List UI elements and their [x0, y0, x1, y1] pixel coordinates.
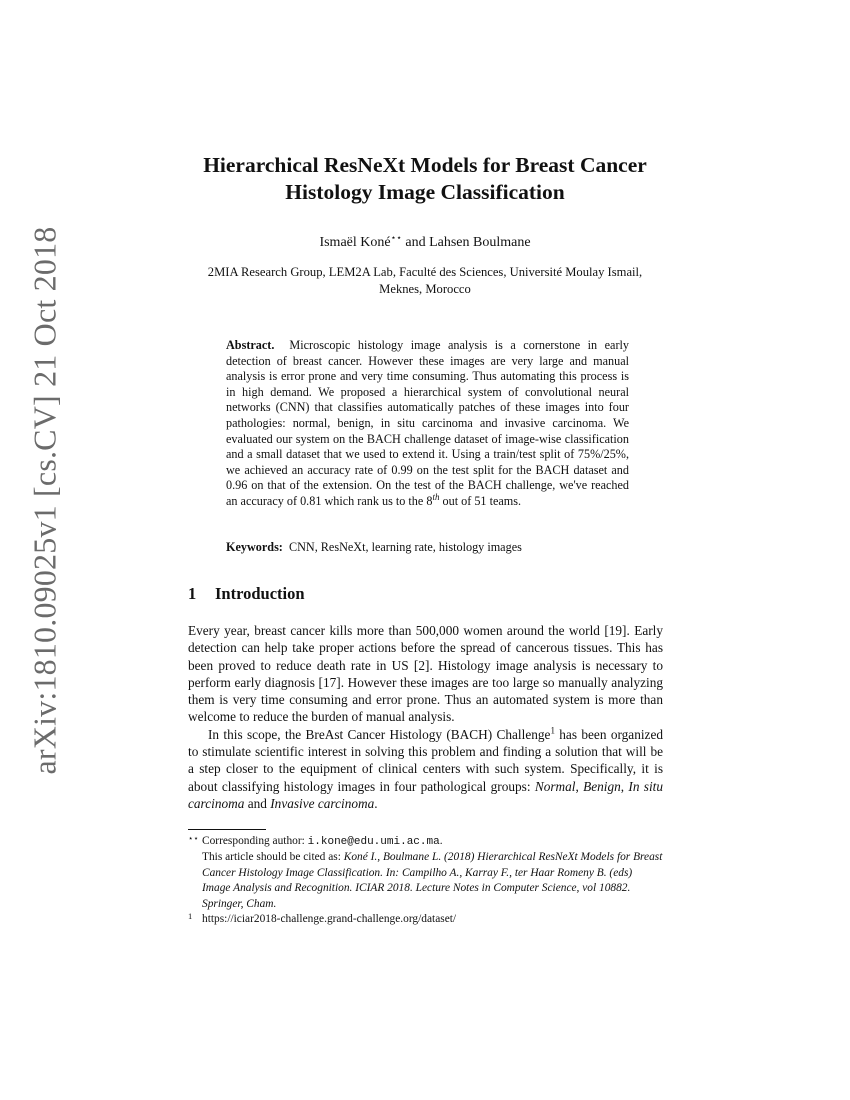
group-normal: Normal: [534, 778, 576, 794]
author-list-rest: and Lahsen Boulmane: [401, 235, 531, 250]
intro-paragraph-2: [188, 726, 663, 812]
keywords-text: CNN, ResNeXt, learning rate, histology images: [288, 540, 522, 554]
group-in-situ: In situ carcinoma: [188, 778, 663, 811]
title-line-2: Histology Image Classification: [285, 180, 565, 204]
affiliation-line-2: Meknes, Morocco: [379, 282, 471, 296]
corresponding-author-mark: ⋆⋆: [390, 232, 402, 243]
introduction-body: [188, 622, 663, 812]
footnote-dataset-url: [188, 912, 663, 927]
intro-paragraph-1: Every year, breast cancer kills more than 500,000 women around the world [19]. Early detection can help take proper actions before the spread of cancerous tissues. This has been proved to reduce death rate in US [2]. Histology image analysis is necessary to perform early diagnosis [17]. However these images are too large so manually analyzing them is very time consuming and error prone. Thus an automated system is more than welcome to reduce the burden of manual analysis.: [188, 623, 663, 725]
intro-p2-part-b: has been organized to stimulate scientific interest in solving this problem and finding a solution that will be a step closer to the equipment of clinical centers with such system. Specifically, it is about classifying histology images in four pathological groups:: [188, 726, 663, 794]
abstract-text: Microscopic histology image analysis is a cornerstone in early detection of breast cancer. However these images are very large and manual analysis is error prone and very time consuming. Thus automating this process is in high demand. We proposed a hierarchical system of convolutional neural networks (CNN) that classifies automatically patches of these images into four pathologies: normal, benign, in situ carcinoma and invasive carcinoma. We evaluated our system on the BACH challenge dataset of image-wise classification and a small dataset that we used to extend it. Using a train/test split of 75%/25%, we achieved an accuracy rate of 0.99 on the test split for the BACH dataset and 0.96 on that of the extension. On the test of the BACH challenge, we've reached an accuracy of 0.81 which rank us to the 8: [226, 338, 630, 508]
footnote-cite-prefix: This article should be cited as:: [202, 851, 344, 864]
arxiv-identifier-text: arXiv:1810.09025v1 [cs.CV] 21 Oct 2018: [26, 226, 63, 774]
footnote-rule: [188, 829, 266, 830]
dataset-url-link[interactable]: https://iciar2018-challenge.grand-challenge.org/dataset/: [202, 913, 457, 926]
footnote-citation: Koné I., Boulmane L. (2018) Hierarchical ResNeXt Models for Breast Cancer Histology Image Classification. In: Campilho A., Karray F., ter Haar Romeny B. (eds) Image Analysis and Recognition. ICIAR 2018. Lecture Notes in Computer Science, vol 10882. Springer, Cham.: [202, 851, 663, 910]
abstract-superscript: th: [432, 491, 440, 502]
affiliation: [170, 264, 680, 298]
footnote-ref-1: 1: [550, 725, 555, 736]
intro-p2-part-a: In this scope, the BreAst Cancer Histology (BACH) Challenge: [208, 726, 551, 742]
author-name-1: Ismaël Koné: [319, 235, 391, 250]
footnotes: [188, 834, 663, 927]
section-title: Introduction: [215, 584, 305, 603]
footnote-mark-1: 1: [188, 911, 193, 922]
abstract: [226, 338, 629, 510]
abstract-tail: out of 51 teams.: [439, 493, 522, 508]
group-benign: Benign: [583, 778, 621, 794]
group-separator-3: and: [244, 795, 271, 811]
intro-p2-end: .: [374, 795, 378, 811]
arxiv-identifier-stamp: [20, 226, 70, 774]
group-separator-2: ,: [620, 778, 629, 794]
title-line-1: Hierarchical ResNeXt Models for Breast Cancer: [203, 153, 647, 177]
abstract-label: Abstract.: [226, 338, 275, 352]
keywords-label: Keywords:: [226, 540, 283, 554]
author-email-link[interactable]: i.kone@edu.umi.ac.ma: [307, 836, 440, 848]
section-number: 1: [188, 584, 197, 603]
affiliation-line-1: 2MIA Research Group, LEM2A Lab, Faculté des Sciences, Université Moulay Ismail,: [207, 265, 643, 279]
footnote-mark-stars: ⋆⋆: [188, 833, 199, 843]
section-heading-introduction: [188, 583, 305, 605]
footnote-author-label: Corresponding author:: [202, 835, 308, 847]
footnote-author-period: .: [439, 835, 443, 847]
paper-title: [150, 152, 700, 206]
footnote-corresponding-author: [188, 834, 663, 912]
keywords: [226, 540, 629, 556]
group-separator-1: ,: [575, 778, 584, 794]
group-invasive: Invasive carcinoma: [270, 795, 375, 811]
author-list: [150, 234, 700, 252]
